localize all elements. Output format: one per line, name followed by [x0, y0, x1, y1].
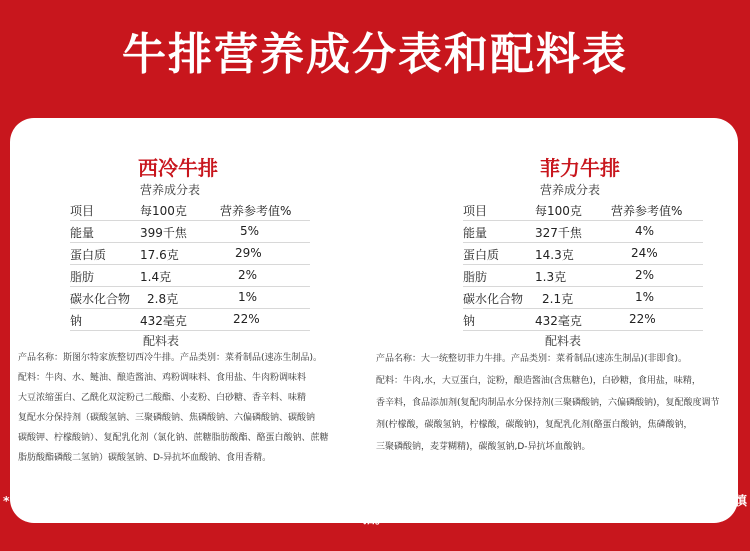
cell-nutrient: 能量: [70, 226, 95, 240]
cell-amount: 327千焦: [535, 226, 582, 240]
table-row: [463, 310, 703, 331]
ingredients-line: 香辛料，食品添加剂(复配肉制品水分保持剂(三聚磷酸钠，六偏磷酸钠)，复配酸度调节: [376, 398, 720, 408]
disclaimer-note: *：因商品存在多个供应商供货和可能涉及到新旧交替发货，营养成分表和配料表信息会存在稍微差异，请已收到实物为准！如有介意慎拍。: [2, 493, 748, 526]
cell-nrv: 29%: [235, 246, 262, 260]
cell-amount: 1.4克: [140, 270, 172, 284]
cell-nutrient: 钠: [463, 314, 476, 328]
table-row: [70, 244, 310, 265]
page-title: 牛排营养成分表和配料表: [122, 29, 628, 80]
cell-nrv: 2%: [238, 268, 258, 282]
cell-nutrient: 脂肪: [70, 270, 95, 284]
cell-nrv: 1%: [635, 290, 655, 304]
header-per100g: 每100克: [140, 204, 187, 218]
ingredients-line: 产品名称：斯图尔特家族整切西冷牛排。产品类别：菜肴制品(速冻生制品)。: [18, 353, 323, 363]
cell-nrv: 1%: [238, 290, 258, 304]
product-name: 菲力牛排: [540, 156, 620, 180]
ingredients-line: 剂(柠檬酸，碳酸氢钠，柠檬酸，碳酸钠)，复配乳化剂(酪蛋白酸钠，焦磷酸钠，: [376, 420, 693, 430]
ingredients-line: 产品名称：大一统整切菲力牛排。产品类别：菜肴制品(速冻生制品)(非即食)。: [376, 354, 688, 364]
nutrition-heading: 营养成分表: [140, 183, 201, 197]
header-nrv: 营养参考值%: [611, 204, 683, 218]
table-row: [463, 288, 703, 309]
header-per100g: 每100克: [535, 204, 582, 218]
table-row: [70, 288, 310, 309]
header-item: 项目: [70, 204, 95, 218]
content-card: [10, 118, 738, 523]
cell-nutrient: 蛋白质: [70, 248, 107, 262]
table-row: [70, 222, 310, 243]
cell-nutrient: 脂肪: [463, 270, 488, 284]
nutrition-heading: 营养成分表: [540, 183, 601, 197]
cell-nrv: 5%: [240, 224, 260, 238]
ingredients-line: 配料：牛肉、水、鲢油、酿造酱油、鸡粉调味料、食用盐、牛肉粉调味料: [18, 373, 307, 383]
cell-amount: 432毫克: [140, 314, 187, 328]
cell-nutrient: 能量: [463, 226, 488, 240]
ingredients-line: 复配水分保持剂（碳酸氢钠、三聚磷酸钠、焦磷酸钠、六偏磷酸钠、碳酸钠: [18, 413, 316, 423]
product-name: 西冷牛排: [138, 156, 218, 180]
ingredients-line: 脂肪酸酯磷酸二氢钠）碳酸氢钠、D-异抗坏血酸钠、食用香精。: [18, 453, 272, 463]
table-header-row: [463, 200, 703, 221]
table-row: [463, 244, 703, 265]
header-item: 项目: [463, 204, 488, 218]
cell-amount: 14.3克: [535, 248, 574, 262]
cell-amount: 2.8克: [147, 292, 179, 306]
ingredients-line: 三聚磷酸钠，麦芽糊精)，碳酸氢钠,D-异抗坏血酸钠。: [376, 442, 591, 452]
cell-amount: 2.1克: [542, 292, 574, 306]
table-row: [463, 266, 703, 287]
ingredients-list: [18, 348, 368, 468]
table-header-row: [70, 200, 310, 221]
ingredients-line: 配料：牛肉,水，大豆蛋白，淀粉，酿造酱油(含焦糖色)，白砂糖，食用盐，味精，: [376, 376, 701, 386]
cell-nrv: 22%: [629, 312, 656, 326]
ingredients-list: [376, 348, 736, 458]
cell-nrv: 22%: [233, 312, 260, 326]
table-row: [70, 310, 310, 331]
cell-amount: 1.3克: [535, 270, 567, 284]
cell-nutrient: 碳水化合物: [70, 292, 131, 306]
cell-nrv: 4%: [635, 224, 655, 238]
ingredients-heading: 配料表: [545, 334, 582, 348]
table-row: [463, 222, 703, 243]
cell-nrv: 24%: [631, 246, 658, 260]
cell-amount: 17.6克: [140, 248, 179, 262]
cell-nrv: 2%: [635, 268, 655, 282]
header-nrv: 营养参考值%: [220, 204, 292, 218]
ingredients-heading: 配料表: [143, 334, 180, 348]
ingredients-line: 大豆浓缩蛋白、乙酰化双淀粉己二酸酯、小麦粉、白砂糖、香辛料、味精: [18, 393, 307, 403]
cell-nutrient: 钠: [70, 314, 83, 328]
cell-amount: 432毫克: [535, 314, 582, 328]
cell-nutrient: 碳水化合物: [463, 292, 524, 306]
cell-nutrient: 蛋白质: [463, 248, 500, 262]
ingredients-line: 碳酸钾、柠檬酸钠）、复配乳化剂（氯化钠、蔗糖脂肪酸酯、酪蛋白酸钠、蔗糖: [18, 433, 329, 443]
cell-amount: 399千焦: [140, 226, 187, 240]
table-row: [70, 266, 310, 287]
